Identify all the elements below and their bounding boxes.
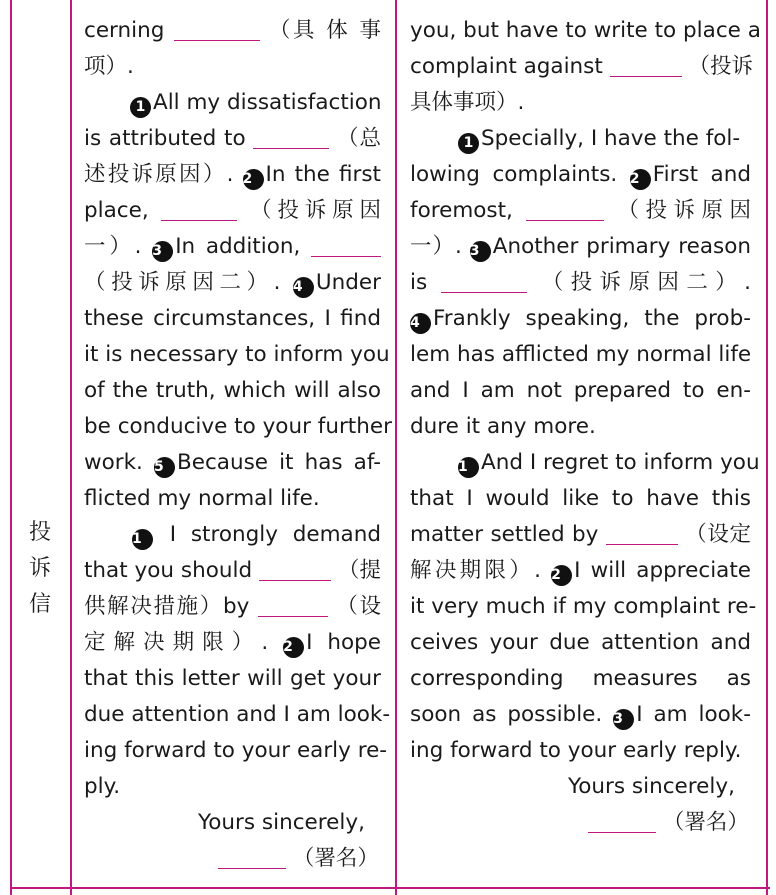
text-line: lem has afflicted my normal life: [410, 342, 752, 367]
circled-number-icon: 2: [630, 169, 651, 190]
text-line: ply.: [84, 774, 121, 799]
text-line: 4 Frankly speaking, the prob-: [410, 301, 751, 337]
table-border-right: [766, 0, 768, 895]
circled-number-icon: 5: [154, 457, 175, 478]
text-line: that this letter will get your: [84, 666, 381, 691]
circled-number-icon: 3: [470, 241, 491, 262]
circled-number-icon: 2: [283, 637, 304, 658]
text-line: soon as possible. 3 I am look-: [410, 697, 751, 733]
circled-number-icon: 1: [458, 457, 479, 478]
circled-number-icon: 1: [130, 97, 151, 118]
row-label-char: 信: [28, 592, 51, 617]
circled-number-icon: 4: [293, 277, 314, 298]
text-line: 述投诉原因）. 2 In the first: [84, 157, 381, 193]
text-line: ceives your due attention and: [410, 630, 751, 655]
left-column: [84, 13, 392, 877]
circled-number-icon: 1: [458, 133, 479, 154]
text-line: these circumstances, I find: [84, 306, 381, 331]
text-line: that you should （提: [84, 558, 381, 583]
text-line: is attributed to （总: [84, 126, 381, 151]
row-label-char: 诉: [28, 556, 51, 581]
circled-number-icon: 3: [613, 709, 634, 730]
circled-number-icon: 2: [551, 565, 572, 586]
text-line: is （投诉原因二）.: [410, 270, 751, 295]
text-line: 一）. 3 In addition,: [84, 229, 381, 265]
fill-blank[interactable]: [526, 198, 604, 221]
table-border-label-divider: [70, 0, 72, 895]
text-line: 解决期限）. 2 I will appreciate: [410, 553, 751, 589]
row-label-char: 投: [28, 520, 51, 545]
fill-blank[interactable]: [441, 270, 527, 293]
text-line: 1 I strongly demand: [84, 517, 381, 553]
text-line: cerning （具 体 事: [84, 18, 382, 43]
fill-blank[interactable]: [218, 846, 286, 869]
text-line: place, （投诉原因: [84, 198, 381, 223]
table-bottom-border: [10, 887, 770, 889]
text-line: lowing complaints. 2 First and: [410, 157, 751, 193]
text-line: complaint against （投诉: [410, 54, 754, 79]
circled-number-icon: 2: [243, 169, 264, 190]
fill-blank[interactable]: [258, 594, 328, 617]
table-border-left: [10, 0, 12, 895]
text-line: you, but have to write to place a: [410, 18, 761, 43]
text-line: ing forward to your early reply.: [410, 738, 742, 763]
text-line: （投诉原因二）. 4 Under: [84, 265, 381, 301]
text-line: it is necessary to inform you: [84, 342, 390, 367]
text-line: 项）.: [84, 54, 134, 79]
text-line: 具体事项）.: [410, 90, 525, 115]
text-line: 一）. 3 Another primary reason: [410, 229, 751, 265]
text-line: flicted my normal life.: [84, 486, 320, 511]
text-line: corresponding measures as: [410, 666, 751, 691]
fill-blank[interactable]: [253, 126, 329, 149]
text-line: that I would like to have this: [410, 486, 751, 511]
fill-blank[interactable]: [259, 558, 331, 581]
text-line: 1 All my dissatisfaction: [84, 85, 381, 121]
fill-blank[interactable]: [161, 198, 237, 221]
circled-number-icon: 4: [410, 313, 431, 334]
text-line: ing forward to your early re-: [84, 738, 388, 763]
text-line: and I am not prepared to en-: [410, 378, 751, 403]
text-line: due attention and I am look-: [84, 702, 391, 727]
text-line: it very much if my complaint re-: [410, 594, 757, 619]
fill-blank[interactable]: [311, 234, 381, 257]
fill-blank[interactable]: [588, 810, 656, 833]
text-line: be conducive to your further: [84, 414, 392, 439]
fill-blank[interactable]: [606, 522, 678, 545]
text-line: foremost, （投诉原因: [410, 198, 751, 223]
signature-line: （署名）: [410, 805, 751, 841]
text-line: 1 Specially, I have the fol-: [410, 121, 751, 157]
text-line: 1 And I regret to inform you: [410, 445, 751, 481]
closing: Yours sincerely,: [568, 774, 735, 799]
text-line: 供解决措施）by （设: [84, 594, 381, 619]
fill-blank[interactable]: [174, 18, 260, 41]
right-column: [410, 13, 761, 841]
circled-number-icon: 3: [152, 241, 173, 262]
text-line: work. 5 Because it has af-: [84, 445, 381, 481]
signature-line: （署名）: [84, 841, 381, 877]
text-line: dure it any more.: [410, 414, 596, 439]
table-border-column-divider: [395, 0, 397, 895]
circled-number-icon: 1: [132, 529, 153, 550]
row-label: [20, 515, 60, 623]
text-line: 定解决期限）. 2 I hope: [84, 625, 381, 661]
closing: Yours sincerely,: [198, 810, 365, 835]
text-line: of the truth, which will also: [84, 378, 381, 403]
fill-blank[interactable]: [610, 54, 682, 77]
text-line: matter settled by （设定: [410, 522, 751, 547]
